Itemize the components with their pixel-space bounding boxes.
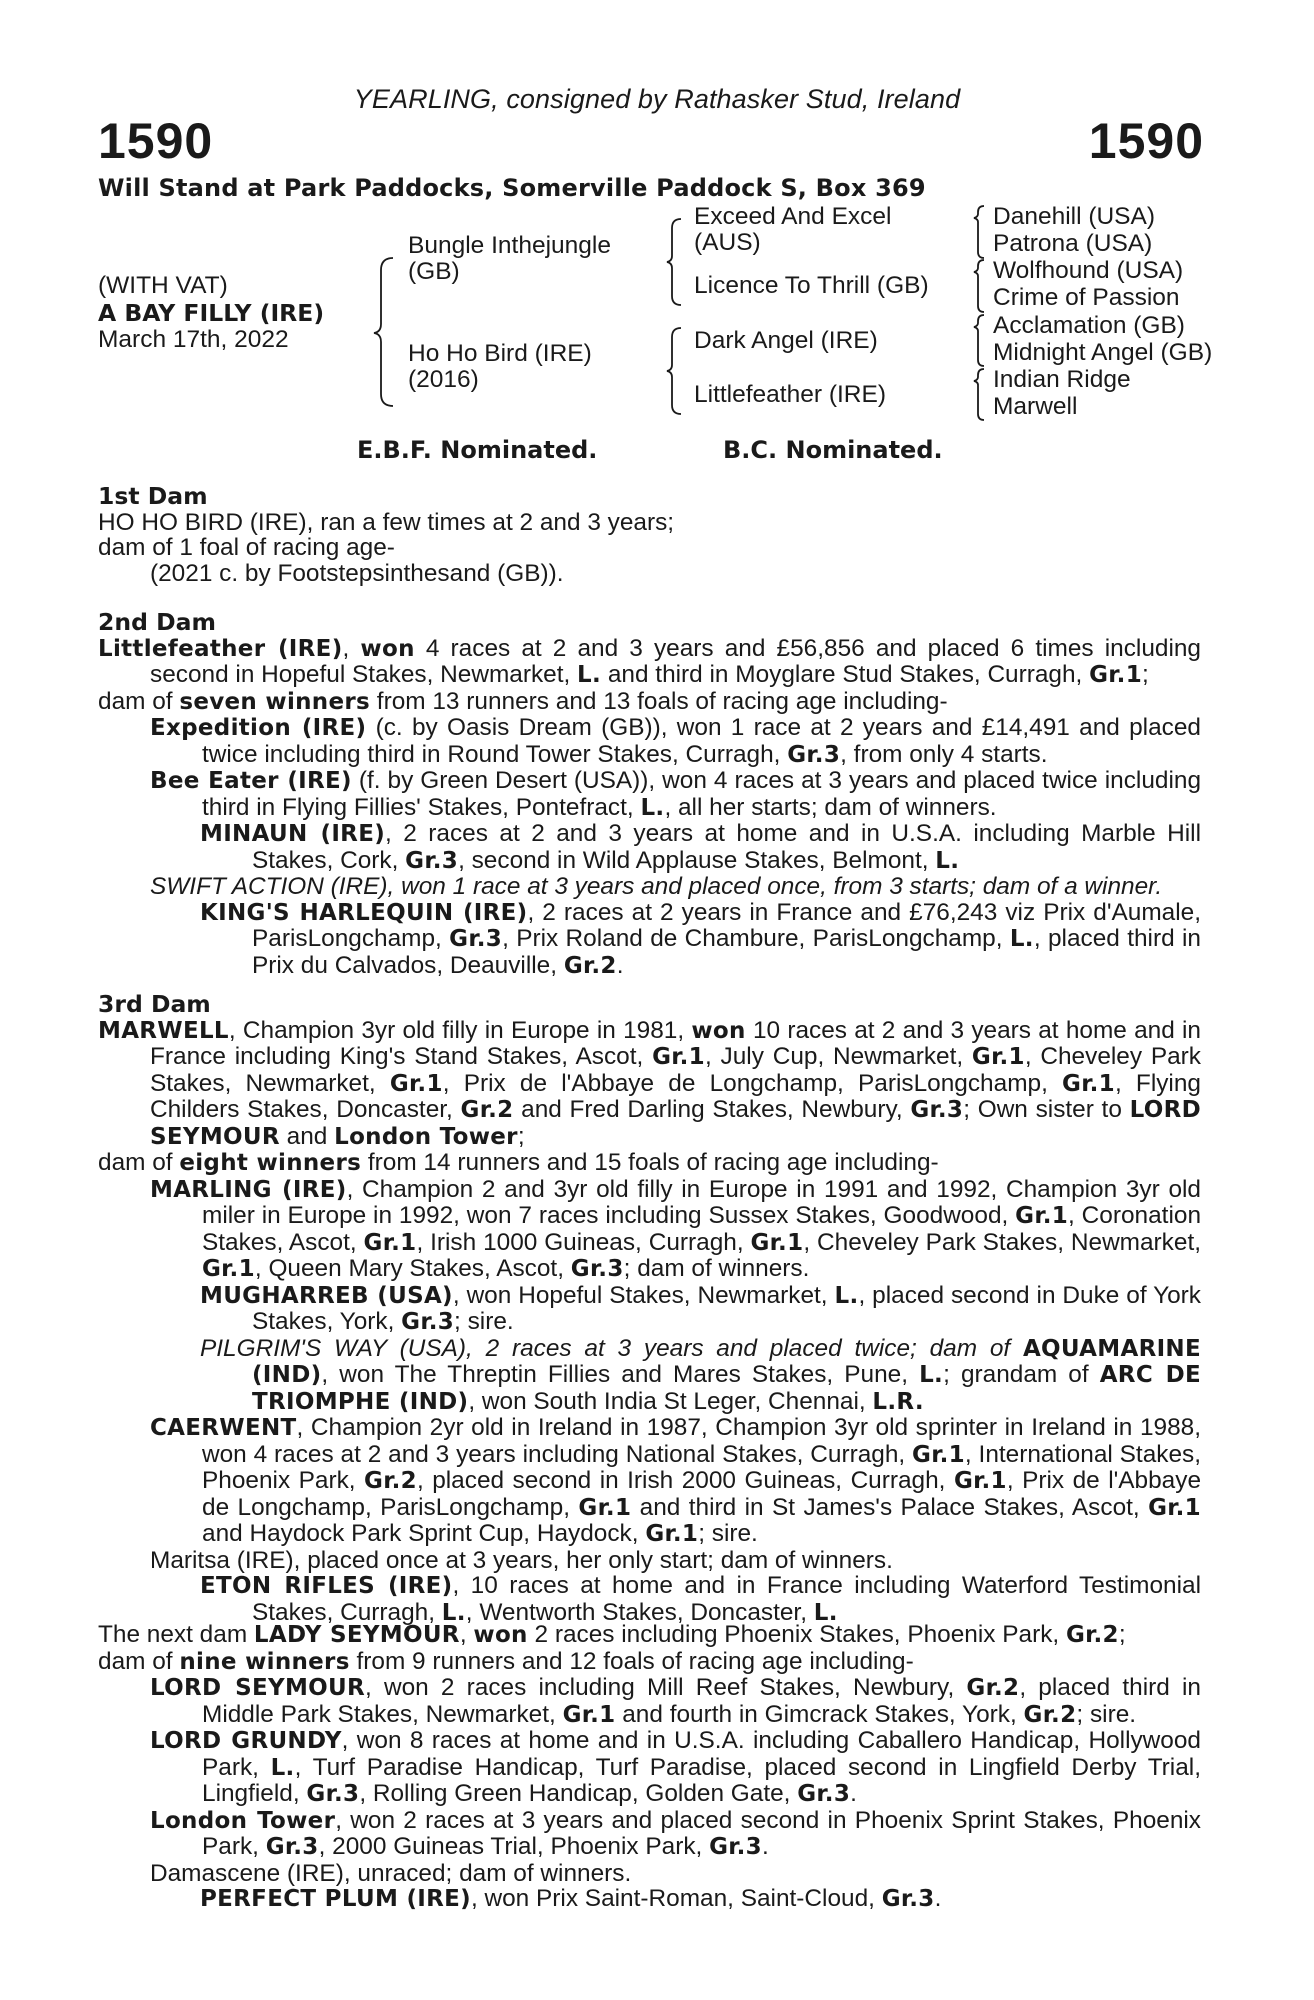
produce-lord-grundy: LORD GRUNDY, won 8 races at home and in U.S.A. including Caballero Handicap, Hollywood Park, L., Turf Paradise Handicap, Turf Paradise, placed second in Lingfield Derby Trial, Lingfield, Gr.3, Rolling Green Handicap, Golden Gate, Gr.3.: [150, 1727, 1201, 1807]
sire-name: Bungle Inthejungle (GB): [408, 232, 611, 285]
produce-kings-harlequin: KING'S HARLEQUIN (IRE), 2 races at 2 years in France and £76,243 viz Prix d'Aumale, ParisLongchamp, Gr.3, Prix Roland de Chambure, ParisLongchamp, L., placed third in Prix du Calvados, Deauville, Gr.2.: [200, 898, 1201, 979]
next-dam-section: [98, 1622, 1201, 1913]
first-dam-heading: 1st Dam: [98, 482, 208, 510]
next-dam-produce-summary: dam of nine winners from 9 runners and 12 foals of racing age including-: [98, 1647, 914, 1675]
third-dam-section: [98, 992, 1201, 1626]
produce-eton-rifles: ETON RIFLES (IRE), 10 races at home and in France including Waterford Testimonial Stakes, Curragh, L., Wentworth Stakes, Doncaster, L.: [200, 1572, 1201, 1626]
produce-swift-action: SWIFT ACTION (IRE), won 1 race at 3 years and placed once, from 3 starts; dam of a winner.: [150, 873, 1163, 900]
bracket-ggp-1: [974, 206, 984, 258]
produce-lord-seymour: LORD SEYMOUR, won 2 races including Mill Reef Stakes, Newbury, Gr.2, placed third in Middle Park Stakes, Newmarket, Gr.1 and fourth in Gimcrack Stakes, York, Gr.2; sire.: [150, 1674, 1201, 1728]
produce-pilgrims-way: PILGRIM'S WAY (USA), 2 races at 3 years and placed twice; dam of AQUAMARINE (IND), won The Threptin Fillies and Mares Stakes, Pune, L.; grandam of ARC DE TRIOMPHE (IND), won South India St Leger, Chennai, L.R.: [200, 1334, 1201, 1415]
third-dam-entry: MARWELL, Champion 3yr old filly in Europe in 1981, won 10 races at 2 and 3 years at home and in France including King's Stand Stakes, Ascot, Gr.1, July Cup, Newmarket, Gr.1, Cheveley Park Stakes, Newmarket, Gr.1, Prix de l'Abbaye de Longchamp, ParisLongchamp, Gr.1, Flying Childers Stakes, Doncaster, Gr.2 and Fred Darling Stakes, Newbury, Gr.3; Own sister to LORD SEYMOUR and London Tower;: [98, 1016, 1201, 1150]
vat-note: (WITH VAT): [98, 272, 228, 299]
produce-expedition: Expedition (IRE) (c. by Oasis Dream (GB)), won 1 race at 2 years and £14,491 and placed twice including third in Round Tower Stakes, Curragh, Gr.3, from only 4 starts.: [150, 714, 1201, 768]
ggp-8: Marwell: [993, 393, 1078, 420]
next-dam-entry: The next dam LADY SEYMOUR, won 2 races including Phoenix Stakes, Phoenix Park, Gr.2;: [98, 1621, 1126, 1648]
bracket-ggp-3: [974, 315, 984, 366]
produce-maritsa: Maritsa (IRE), placed once at 3 years, her only start; dam of winners.: [150, 1546, 893, 1574]
produce-damascene: Damascene (IRE), unraced; dam of winners.: [150, 1859, 632, 1887]
second-dam-section: [98, 610, 1201, 979]
ggp-6: Midnight Angel (GB): [993, 339, 1213, 366]
dam-sire: Dark Angel (IRE): [694, 327, 878, 354]
ggp-1: Danehill (USA): [993, 203, 1156, 230]
produce-minaun: MINAUN (IRE), 2 races at 2 and 3 years at home and in U.S.A. including Marble Hill Stakes, Cork, Gr.3, second in Wild Applause Stakes, Belmont, L.: [200, 820, 1201, 874]
lot-number-right: 1590: [1088, 113, 1204, 169]
horse-name: A BAY FILLY (IRE): [98, 299, 325, 327]
second-dam-heading: 2nd Dam: [98, 608, 216, 636]
produce-london-tower: London Tower, won 2 races at 3 years and placed second in Phoenix Sprint Stakes, Phoenix Park, Gr.3, 2000 Guineas Trial, Phoenix Park, Gr.3.: [150, 1806, 1201, 1860]
second-dam-entry: Littlefeather (IRE), won 4 races at 2 and 3 years and £56,856 and placed 6 times including second in Hopeful Stakes, Newmarket, L. and third in Moyglare Stud Stakes, Curragh, Gr.1;: [98, 634, 1201, 688]
bracket-sire-line: [667, 219, 681, 305]
produce-caerwent: CAERWENT, Champion 2yr old in Ireland in 1987, Champion 3yr old sprinter in Ireland in 1988, won 4 races at 2 and 3 years including National Stakes, Curragh, Gr.1, International Stakes, Phoenix Park, Gr.2, placed second in Irish 2000 Guineas, Curragh, Gr.1, Prix de l'Abbaye de Longchamp, ParisLongchamp, Gr.1 and third in St James's Palace Stakes, Ascot, Gr.1 and Haydock Park Sprint Cup, Haydock, Gr.1; sire.: [150, 1414, 1202, 1547]
produce-mugharreb: MUGHARREB (USA), won Hopeful Stakes, Newmarket, L., placed second in Duke of York Stakes, York, Gr.3; sire.: [200, 1281, 1201, 1335]
dam-name: Ho Ho Bird (IRE) (2016): [408, 340, 592, 393]
ggp-2: Patrona (USA): [993, 230, 1153, 257]
third-dam-heading: 3rd Dam: [98, 990, 211, 1018]
ggp-7: Indian Ridge: [993, 366, 1131, 393]
ggp-5: Acclamation (GB): [993, 312, 1185, 339]
first-dam-line-1: HO HO BIRD (IRE), ran a few times at 2 and 3 years;: [98, 508, 675, 536]
second-dam-produce-summary: dam of seven winners from 13 runners and 13 foals of racing age including-: [98, 687, 948, 715]
first-dam-line-2: dam of 1 foal of racing age-: [98, 534, 395, 561]
third-dam-produce-summary: dam of eight winners from 14 runners and 15 foals of racing age including-: [98, 1149, 939, 1176]
lot-number-left: 1590: [98, 113, 214, 169]
foaling-date: March 17th, 2022: [98, 326, 289, 353]
first-dam-section: [98, 484, 1201, 586]
bracket-sire-dam: [374, 258, 393, 406]
pedigree-brackets: [0, 0, 1314, 460]
consignor-line: YEARLING, consigned by Rathasker Stud, Ireland: [353, 84, 961, 114]
stand-location: Will Stand at Park Paddocks, Somerville Paddock S, Box 369: [98, 174, 926, 202]
first-dam-produce: (2021 c. by Footstepsinthesand (GB)).: [150, 559, 564, 587]
ggp-3: Wolfhound (USA): [993, 257, 1184, 284]
produce-marling: MARLING (IRE), Champion 2 and 3yr old filly in Europe in 1991 and 1992, Champion 3yr old miler in Europe in 1992, won 7 races including Sussex Stakes, Goodwood, Gr.1, Coronation Stakes, Ascot, Gr.1, Irish 1000 Guineas, Curragh, Gr.1, Cheveley Park Stakes, Newmarket, Gr.1, Queen Mary Stakes, Ascot, Gr.3; dam of winners.: [150, 1175, 1202, 1282]
bracket-ggp-4: [974, 369, 984, 420]
bc-nomination: B.C. Nominated.: [723, 436, 943, 464]
bracket-ggp-2: [974, 260, 984, 312]
produce-perfect-plum: PERFECT PLUM (IRE), won Prix Saint-Roman, Saint-Cloud, Gr.3.: [200, 1885, 942, 1912]
ebf-nomination: E.B.F. Nominated.: [357, 436, 598, 464]
sire-sire: Exceed And Excel (AUS): [694, 203, 892, 256]
sire-dam: Licence To Thrill (GB): [694, 272, 929, 299]
ggp-4: Crime of Passion: [993, 284, 1180, 311]
dam-dam: Littlefeather (IRE): [694, 381, 886, 408]
produce-bee-eater: Bee Eater (IRE) (f. by Green Desert (USA)), won 4 races at 3 years and placed twice including third in Flying Fillies' Stakes, Pontefract, L., all her starts; dam of winners.: [150, 767, 1202, 821]
bracket-dam-line: [667, 328, 681, 414]
